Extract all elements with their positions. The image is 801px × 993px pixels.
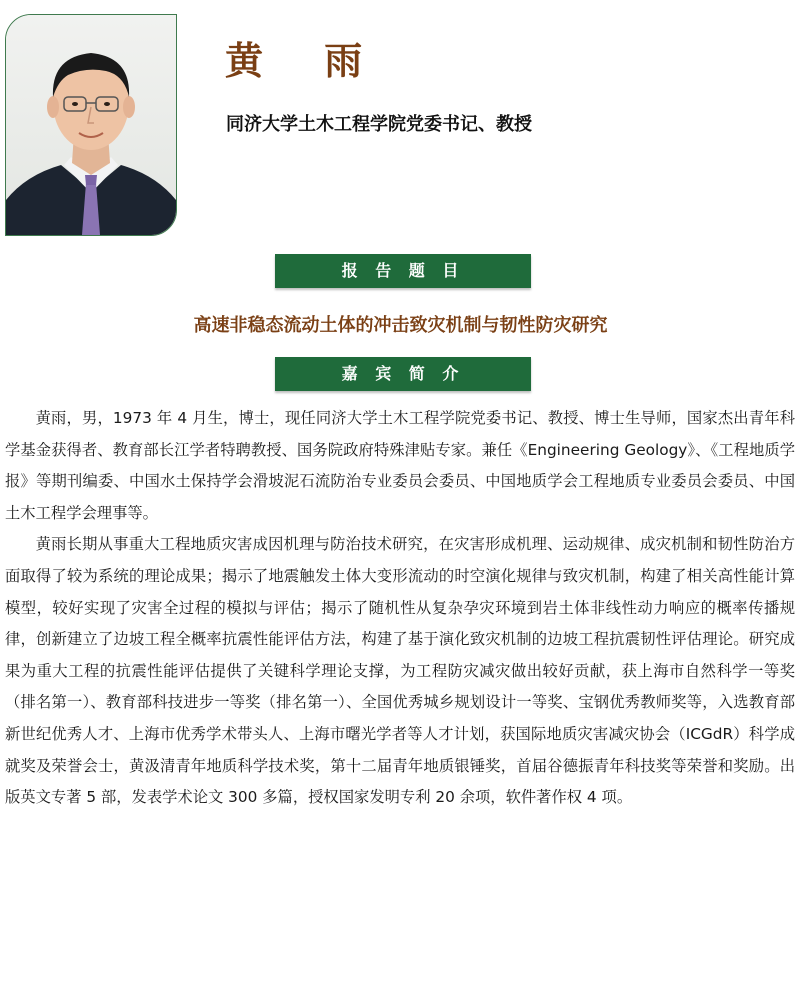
bio-heading-banner: 嘉 宾 简 介: [275, 357, 531, 391]
speaker-name: 黄 雨: [225, 38, 387, 83]
report-heading-banner: 报 告 题 目: [275, 254, 531, 288]
speaker-portrait: [5, 14, 177, 236]
report-title: 高速非稳态流动土体的冲击致灾机制与韧性防灾研究: [193, 315, 608, 336]
bio-paragraph: 黄雨，男，1973 年 4 月生，博士，现任同济大学土木工程学院党委书记、教授、博士生导师，国家杰出青年科学基金获得者、教育部长江学者特聘教授、国务院政府特殊津贴专家。兼任《Engineering Geology》、《工程地质学报》等期刊编委、中国水土保持学会滑坡泥石流防治专业委员会委员、中国地质学会工程地质专业委员会委员、中国土木工程学会理事等。: [5, 409, 795, 522]
speaker-title: 同济大学土木工程学院党委书记、教授: [226, 114, 532, 135]
bio-paragraph: 黄雨长期从事重大工程地质灾害成因机理与防治技术研究，在灾害形成机理、运动规律、成灾机制和韧性防治方面取得了较为系统的理论成果；揭示了地震触发土体大变形流动的时空演化规律与致灾机制，构建了相关高性能计算模型，较好实现了灾害全过程的模拟与评估；揭示了随机性从复杂孕灾环境到岩土体非线性动力响应的概率传播规律，创新建立了边坡工程全概率抗震性能评估方法，构建了基于演化致灾机制的边坡工程抗震韧性评估理论。研究成果为重大工程的抗震性能评估提供了关键科学理论支撑，为工程防灾减灾做出较好贡献，获上海市自然科学一等奖（排名第一）、教育部科技进步一等奖（排名第一）、全国优秀城乡规划设计一等奖、宝钢优秀教师奖等，入选教育部新世纪优秀人才、上海市优秀学术带头人、上海市曙光学者等人才计划，获国际地质灾害减灾协会（ICGdR）科学成就奖及荣誉会士，黄汲清青年地质科学技术奖，第十二届青年地质银锤奖，首届谷德振青年科技奖等荣誉和奖励。出版英文专著 5 部，发表学术论文 300 多篇，授权国家发明专利 20 余项，软件著作权 4 项。: [5, 535, 795, 807]
bio-text: [5, 403, 795, 814]
